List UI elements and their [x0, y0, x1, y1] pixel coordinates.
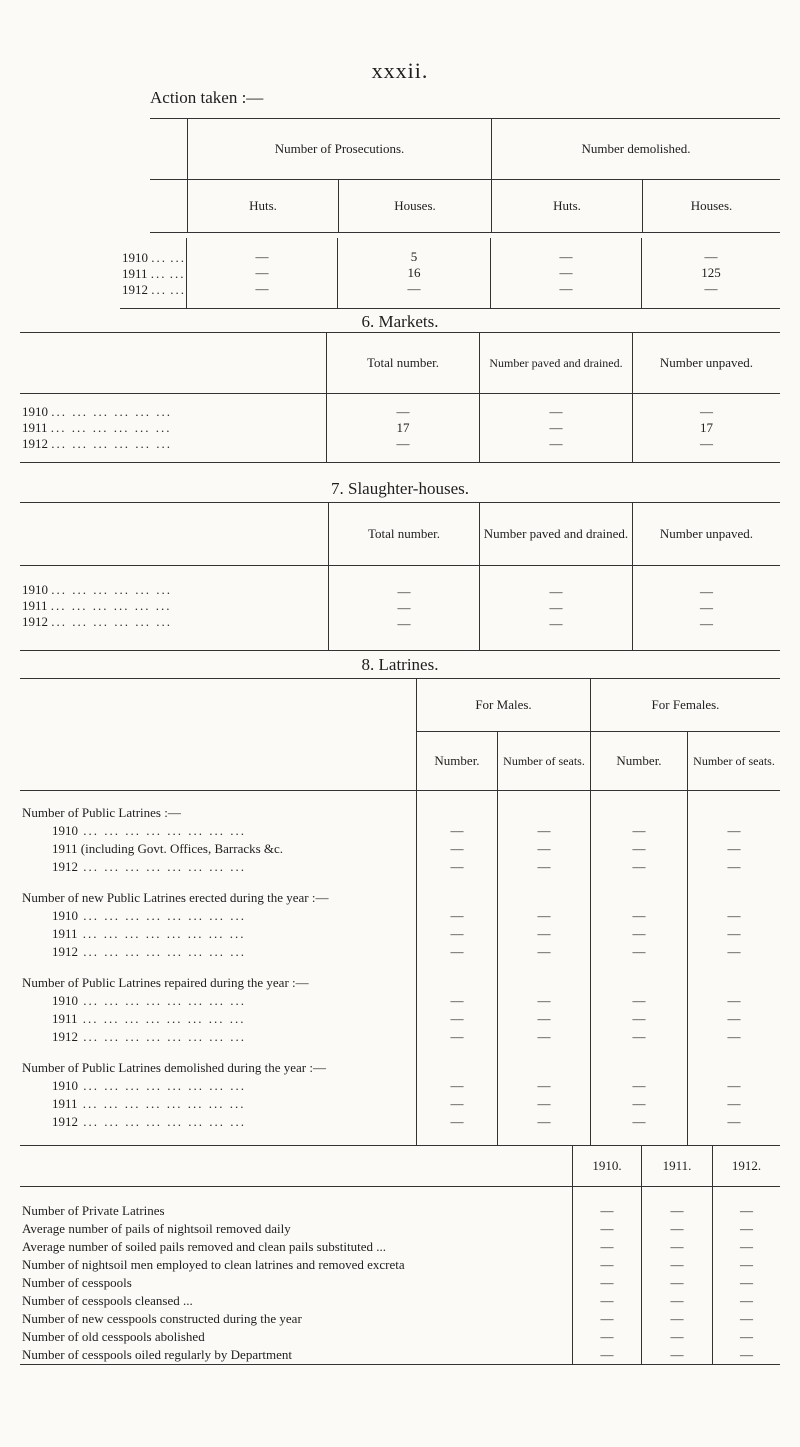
- year-label: 1910 ... ...: [122, 250, 186, 265]
- cell: —: [591, 943, 688, 961]
- cell: —: [591, 858, 688, 876]
- col-header: Number.: [417, 732, 498, 791]
- row-label: Average number of pails of nightsoil removed daily: [22, 1220, 291, 1236]
- cell: —: [573, 1187, 642, 1221]
- cell: —: [713, 1256, 781, 1274]
- cell: —: [591, 1113, 688, 1131]
- cell: —: [549, 616, 563, 631]
- cell: —: [700, 616, 713, 631]
- year-label: 1912 ... ... ... ... ... ...: [22, 614, 172, 629]
- cell: —: [573, 1328, 642, 1346]
- latrines-title: 8. Latrines.: [361, 655, 439, 674]
- row-label: 1911 ... ... ... ... ... ... ... ...: [52, 1011, 246, 1026]
- cell: —: [498, 925, 591, 943]
- cell: —: [642, 1346, 713, 1365]
- cell: —: [397, 584, 411, 599]
- cell: —: [642, 1292, 713, 1310]
- cell: —: [559, 249, 573, 264]
- year-label: 1911 ... ... ... ... ... ...: [22, 420, 172, 435]
- cell: —: [396, 404, 410, 419]
- row-label: Number of cesspools oiled regularly by Department: [22, 1346, 293, 1362]
- col-header: Huts.: [188, 180, 339, 233]
- section-label: Number of Public Latrines :—: [22, 805, 181, 820]
- cell: —: [688, 1077, 781, 1095]
- cell: —: [417, 840, 498, 858]
- cell: —: [591, 1028, 688, 1046]
- cell: —: [713, 1274, 781, 1292]
- markets-table: [20, 332, 780, 463]
- cell: —: [591, 1077, 688, 1095]
- cell: —: [573, 1238, 642, 1256]
- col-header: Number paved and drained.: [480, 333, 633, 394]
- cell: —: [417, 907, 498, 925]
- slaughter-title: 7. Slaughter-houses.: [330, 479, 469, 498]
- group-header: For Females.: [591, 679, 781, 732]
- cell: —: [591, 992, 688, 1010]
- section-label: Number of Public Latrines repaired during the year :—: [22, 975, 309, 990]
- year-label: 1912 ... ... ... ... ... ...: [22, 436, 172, 451]
- group-header: Number of Prosecutions.: [188, 119, 492, 180]
- cell: —: [407, 281, 421, 296]
- private-table: [20, 1146, 780, 1365]
- cell: —: [549, 600, 563, 615]
- cell: —: [573, 1274, 642, 1292]
- cell: —: [417, 943, 498, 961]
- row-label: 1912 ... ... ... ... ... ... ... ...: [52, 859, 246, 874]
- cell: —: [255, 281, 269, 296]
- cell: —: [688, 822, 781, 840]
- row-label: 1912 ... ... ... ... ... ... ... ...: [52, 1029, 246, 1044]
- row-label: Average number of soiled pails removed and clean pails substituted ...: [22, 1238, 387, 1254]
- cell: —: [417, 1028, 498, 1046]
- cell: —: [700, 584, 713, 599]
- year-label: 1910 ... ... ... ... ... ...: [22, 404, 172, 419]
- cell: —: [559, 281, 573, 296]
- row-label: 1910 ... ... ... ... ... ... ... ...: [52, 823, 246, 838]
- cell: —: [642, 1310, 713, 1328]
- col-header: 1910.: [573, 1146, 642, 1187]
- cell: —: [573, 1220, 642, 1238]
- cell: —: [549, 436, 563, 451]
- cell: —: [417, 822, 498, 840]
- cell: —: [688, 858, 781, 876]
- row-label: 1911 ... ... ... ... ... ... ... ...: [52, 1096, 246, 1111]
- cell: —: [559, 265, 573, 280]
- cell: —: [688, 925, 781, 943]
- row-label: 1911 (including Govt. Offices, Barracks &c.: [52, 841, 284, 856]
- cell: —: [688, 1010, 781, 1028]
- cell: —: [498, 822, 591, 840]
- year-label: 1911 ... ... ... ... ... ...: [22, 598, 172, 613]
- markets-title: 6. Markets.: [361, 312, 439, 331]
- latrines-table: [20, 678, 780, 1146]
- cell: —: [498, 1095, 591, 1113]
- cell: —: [498, 1113, 591, 1131]
- row-label: 1910 ... ... ... ... ... ... ... ...: [52, 908, 246, 923]
- cell: —: [700, 600, 713, 615]
- cell: —: [396, 436, 410, 451]
- cell: —: [255, 265, 269, 280]
- cell: —: [417, 992, 498, 1010]
- cell: —: [713, 1220, 781, 1238]
- cell: —: [573, 1292, 642, 1310]
- row-label: Number of new cesspools constructed during the year: [22, 1310, 302, 1326]
- col-header: Number.: [591, 732, 688, 791]
- cell: 17: [396, 420, 410, 435]
- cell: —: [688, 1095, 781, 1113]
- cell: —: [591, 907, 688, 925]
- cell: —: [688, 992, 781, 1010]
- cell: —: [397, 616, 411, 631]
- cell: —: [417, 1113, 498, 1131]
- cell: —: [642, 1238, 713, 1256]
- cell: —: [573, 1256, 642, 1274]
- year-label: 1912 ... ...: [122, 282, 186, 297]
- action-heading: Action taken :—: [150, 88, 264, 107]
- cell: —: [417, 858, 498, 876]
- cell: —: [498, 858, 591, 876]
- cell: —: [498, 992, 591, 1010]
- cell: —: [573, 1346, 642, 1365]
- cell: —: [549, 420, 563, 435]
- cell: 125: [701, 265, 721, 280]
- col-header: 1911.: [642, 1146, 713, 1187]
- cell: —: [498, 1077, 591, 1095]
- cell: —: [498, 907, 591, 925]
- cell: —: [498, 943, 591, 961]
- row-label: 1911 ... ... ... ... ... ... ... ...: [52, 926, 246, 941]
- cell: —: [498, 1028, 591, 1046]
- cell: 16: [407, 265, 421, 280]
- cell: —: [642, 1328, 713, 1346]
- cell: —: [255, 249, 269, 264]
- row-label: 1912 ... ... ... ... ... ... ... ...: [52, 944, 246, 959]
- cell: —: [713, 1310, 781, 1328]
- slaughter-table: [20, 502, 780, 651]
- cell: —: [642, 1256, 713, 1274]
- cell: —: [591, 1010, 688, 1028]
- cell: 17: [700, 420, 713, 435]
- row-label: Number of Private Latrines: [22, 1203, 165, 1218]
- col-header: Number of seats.: [498, 732, 591, 791]
- section-label: Number of new Public Latrines erected during the year :—: [22, 890, 329, 905]
- col-header: Number of seats.: [688, 732, 781, 791]
- cell: —: [417, 1010, 498, 1028]
- row-label: Number of cesspools: [22, 1274, 132, 1290]
- row-label: Number of nightsoil men employed to clean latrines and removed excreta: [22, 1256, 405, 1272]
- row-label: 1910 ... ... ... ... ... ... ... ...: [52, 1078, 246, 1093]
- cell: —: [498, 840, 591, 858]
- row-label: Number of cesspools cleansed ...: [22, 1292, 193, 1308]
- cell: —: [713, 1328, 781, 1346]
- cell: —: [591, 822, 688, 840]
- cell: —: [549, 404, 563, 419]
- cell: —: [688, 840, 781, 858]
- col-header: Number paved and drained.: [480, 503, 633, 566]
- prosecutions-table: [150, 118, 780, 233]
- col-header: Total number.: [329, 503, 480, 566]
- cell: —: [688, 1113, 781, 1131]
- cell: —: [591, 925, 688, 943]
- group-header: Number demolished.: [492, 119, 781, 180]
- cell: —: [642, 1220, 713, 1238]
- cell: —: [417, 925, 498, 943]
- section-label: Number of Public Latrines demolished during the year :—: [22, 1060, 326, 1075]
- col-header: Houses.: [643, 180, 781, 233]
- cell: —: [642, 1274, 713, 1292]
- row-label: 1912 ... ... ... ... ... ... ... ...: [52, 1114, 246, 1129]
- cell: —: [713, 1238, 781, 1256]
- cell: —: [704, 249, 718, 264]
- cell: —: [591, 1095, 688, 1113]
- col-header: Total number.: [327, 333, 480, 394]
- prosecutions-body: [120, 238, 780, 309]
- cell: —: [417, 1077, 498, 1095]
- row-label: 1910 ... ... ... ... ... ... ... ...: [52, 993, 246, 1008]
- cell: —: [704, 281, 718, 296]
- cell: —: [642, 1187, 713, 1221]
- cell: —: [713, 1346, 781, 1365]
- page-number: xxxii.: [371, 58, 429, 83]
- cell: —: [688, 943, 781, 961]
- col-header: 1912.: [713, 1146, 781, 1187]
- cell: —: [549, 584, 563, 599]
- col-header: Huts.: [492, 180, 643, 233]
- cell: 5: [410, 249, 418, 264]
- cell: —: [417, 1095, 498, 1113]
- col-header: Houses.: [339, 180, 492, 233]
- cell: —: [688, 907, 781, 925]
- cell: —: [688, 1028, 781, 1046]
- group-header: For Males.: [417, 679, 591, 732]
- cell: —: [700, 404, 713, 419]
- cell: —: [573, 1310, 642, 1328]
- cell: —: [700, 436, 713, 451]
- cell: —: [591, 840, 688, 858]
- cell: —: [713, 1187, 781, 1221]
- year-label: 1911 ... ...: [122, 266, 186, 281]
- col-header: Number unpaved.: [633, 503, 781, 566]
- cell: —: [397, 600, 411, 615]
- col-header: Number unpaved.: [633, 333, 781, 394]
- cell: —: [498, 1010, 591, 1028]
- cell: —: [713, 1292, 781, 1310]
- year-label: 1910 ... ... ... ... ... ...: [22, 582, 172, 597]
- row-label: Number of old cesspools abolished: [22, 1328, 205, 1344]
